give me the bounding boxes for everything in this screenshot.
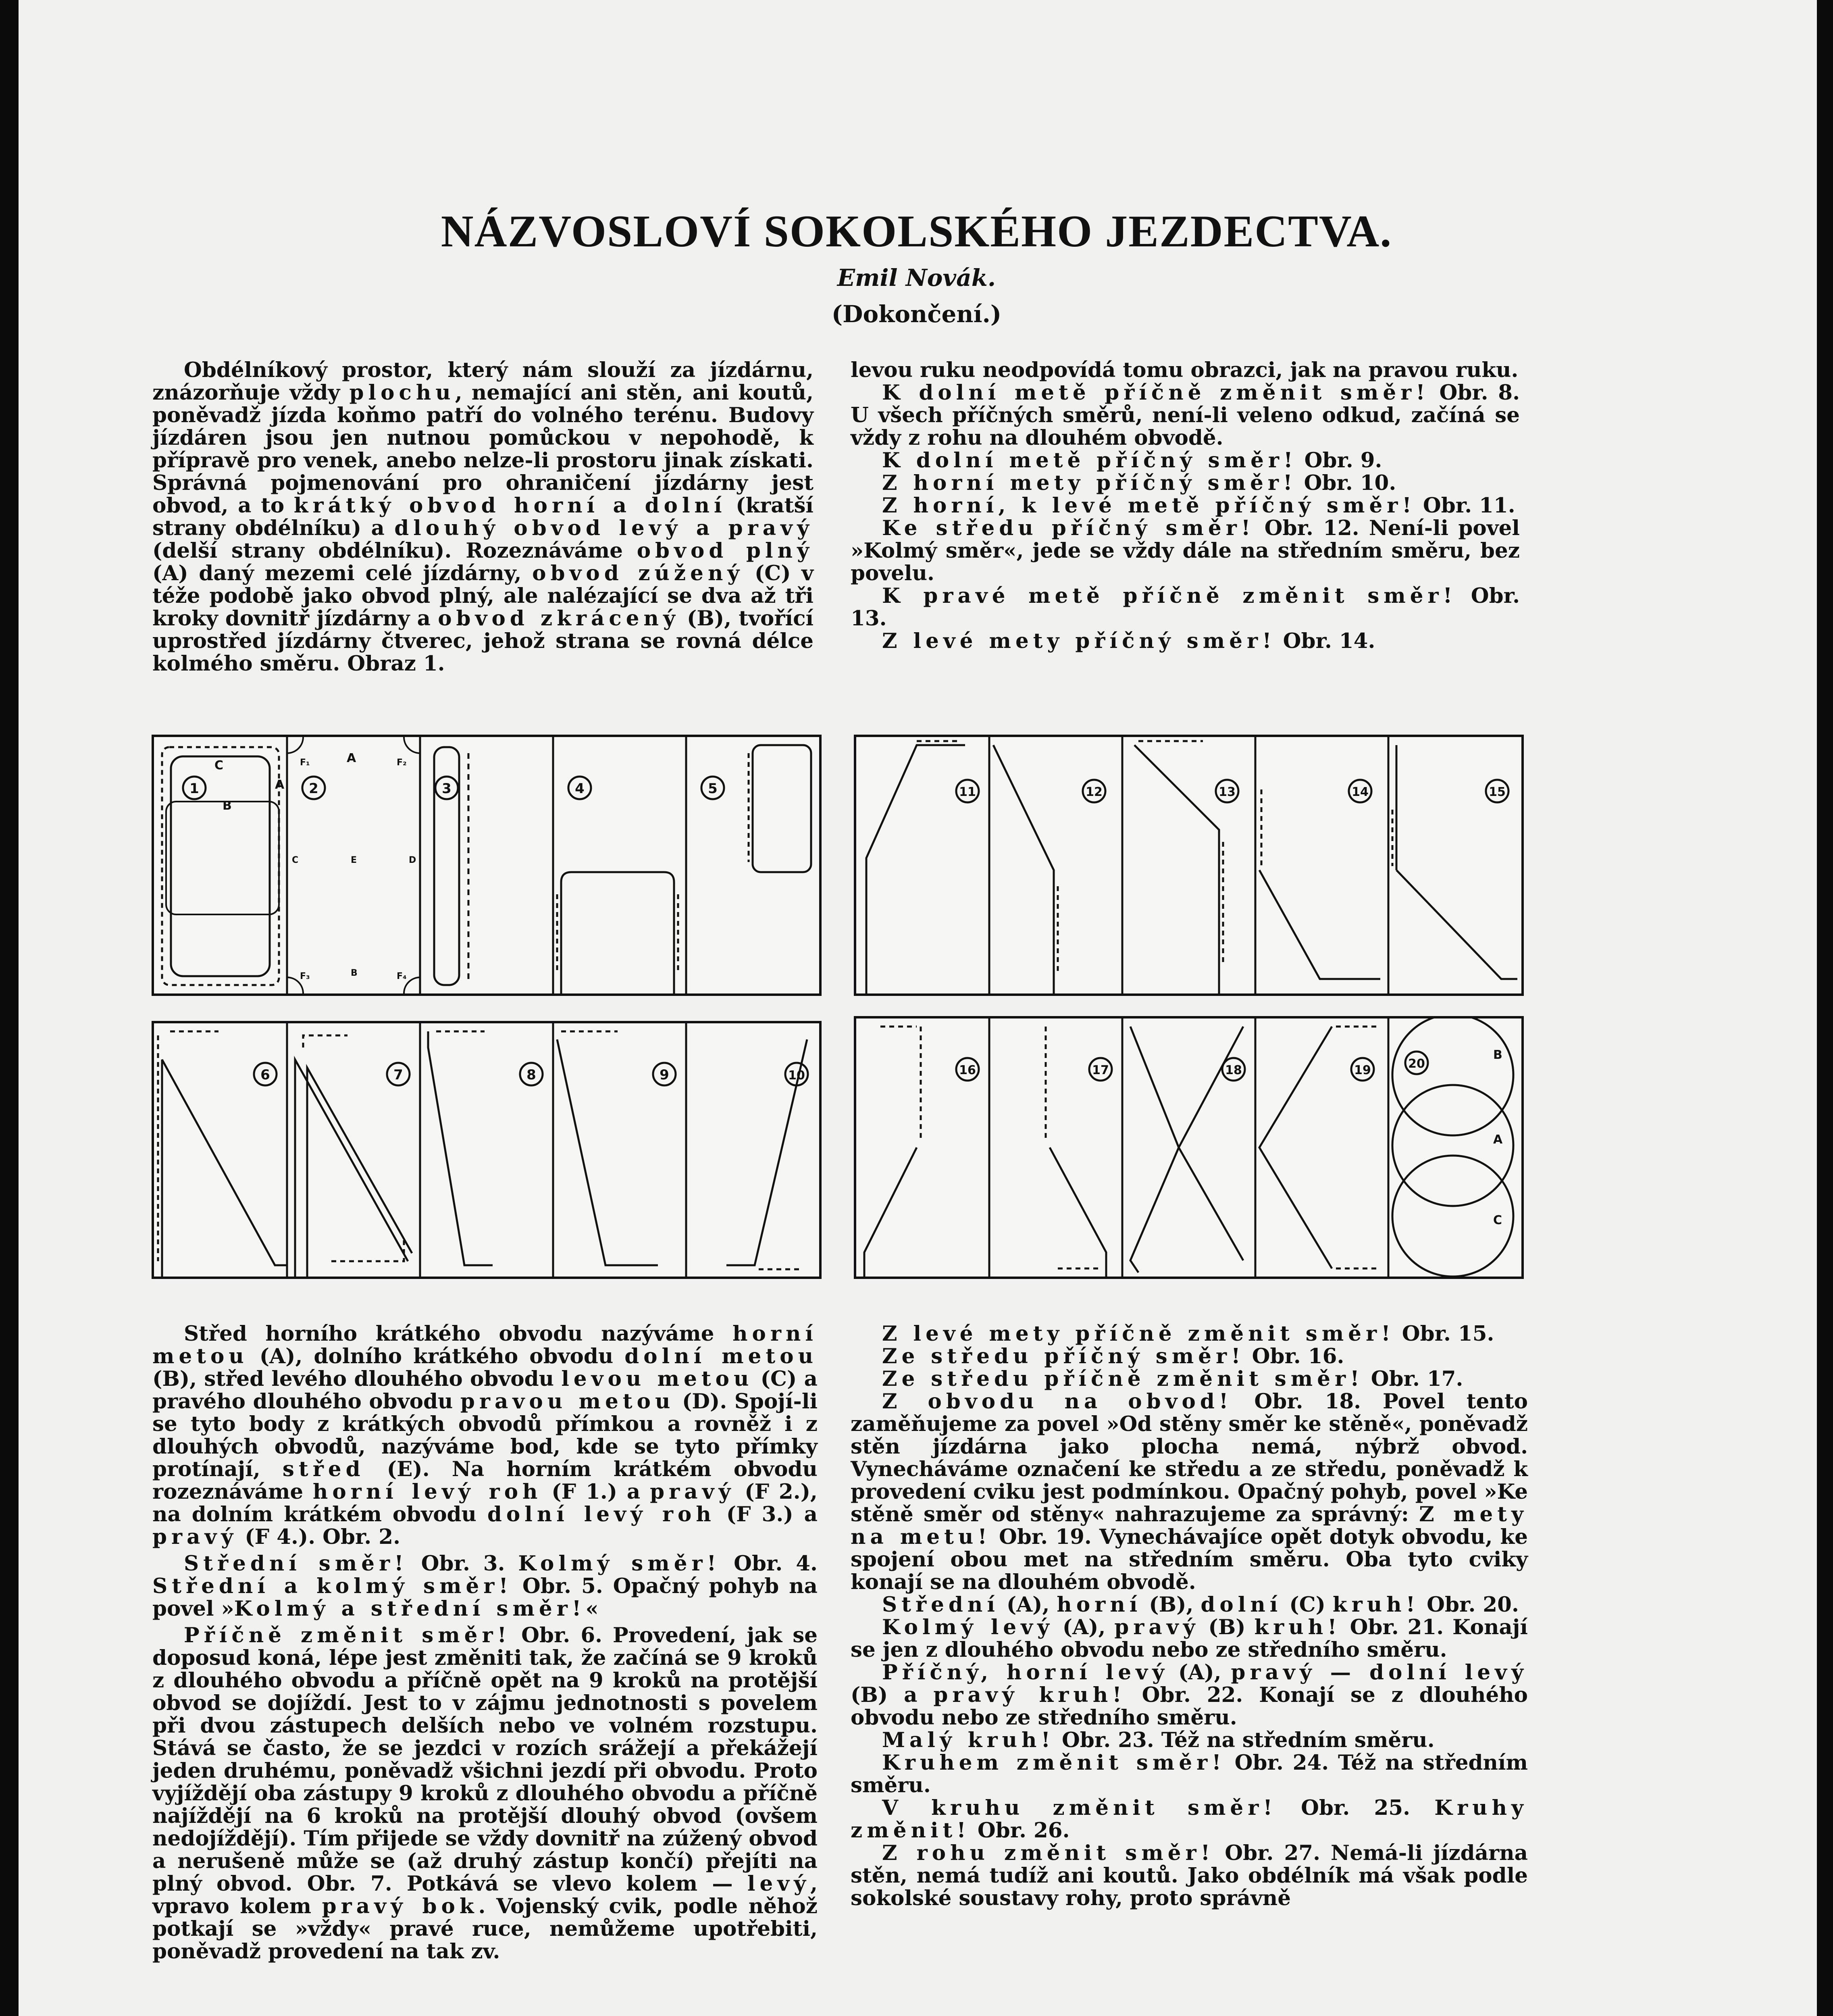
- fig2-label-a: A: [347, 751, 356, 765]
- command-text: Z levé mety příčně změnit směr!: [882, 1322, 1395, 1346]
- command-text: Z levé mety příčný směr!: [882, 629, 1276, 653]
- text-run: Obr. 8. U všech příčných směrů, není-li veleno odkud, začíná se vždy z rohu na dlouhém obvodě.: [851, 381, 1520, 450]
- command-text: K dolní metě příčný směr!: [882, 448, 1297, 473]
- text-run: (B): [1199, 1615, 1255, 1639]
- text-run: (C) v téže podobě jako obvod plný, ale nalézající se dva až tři kroky dovnitř jízdárny a: [152, 561, 814, 631]
- text-run: Obr. 14.: [1275, 629, 1375, 653]
- text-run: (B), střed levého dlouhého obvodu: [152, 1367, 562, 1391]
- text-run-spaced: pravou metou: [460, 1389, 675, 1414]
- text-run: Obr. 21. Konají se jen z dlouhého obvodu nebo ze středního směru.: [851, 1615, 1528, 1662]
- command-text: Z mety na metu!: [851, 1502, 1528, 1549]
- paragraph: [152, 1624, 818, 1963]
- figure-panel-11-15: [854, 735, 1524, 996]
- figure-number: 10: [788, 1068, 805, 1083]
- paragraph: [851, 449, 1520, 472]
- command-text: Příčně změnit směr!: [184, 1623, 511, 1647]
- paragraph: [851, 1322, 1528, 1345]
- figure-panel-16-20: [854, 1016, 1524, 1279]
- text-run: Obr. 19. Vynechávajíce opět dotyk obvodu, ke spojení obou met na středním směru. Oba tyto cviky konají se na dlouhém obvodě.: [851, 1525, 1528, 1594]
- fig13-path: [1134, 745, 1219, 993]
- fig2-corner: [404, 737, 420, 753]
- fig4-path: [561, 872, 674, 993]
- fig2-label-f2: F₂: [397, 758, 407, 768]
- figure-number: 20: [1408, 1057, 1425, 1071]
- command-text: pravý — dolní levý: [1231, 1660, 1528, 1685]
- command-text: K pravé metě příčně změnit směr!: [882, 584, 1457, 608]
- command-text: Střední a kolmý směr!: [152, 1574, 512, 1598]
- figure-panel-16-20-drawing: [856, 1018, 1521, 1277]
- text-run-spaced: obvod zúžený: [532, 561, 744, 585]
- figure-number: 1: [189, 781, 199, 797]
- command-text: pravý kruh!: [933, 1683, 1126, 1707]
- figure-panel-1-5: [152, 735, 822, 996]
- fig20-label-c: C: [1493, 1213, 1502, 1227]
- text-run-spaced: střed: [282, 1457, 365, 1481]
- figure-number: 17: [1092, 1063, 1109, 1077]
- figure-number: 19: [1354, 1063, 1371, 1077]
- text-run-spaced: horní metou: [152, 1322, 818, 1368]
- fig20-label-b: B: [1493, 1048, 1502, 1062]
- text-column-top-right: [851, 359, 1520, 652]
- text-run-spaced: pravý bok: [322, 1894, 479, 1918]
- paragraph: [851, 585, 1520, 630]
- command-text: horní: [1057, 1593, 1142, 1617]
- article-title: NÁZVOSLOVÍ SOKOLSKÉHO JEZDECTVA.: [441, 206, 1392, 256]
- paragraph: [851, 1593, 1528, 1616]
- paragraph: [851, 1368, 1528, 1390]
- figure-number: 5: [708, 781, 718, 797]
- text-run: Obr. 12. Není-li povel »Kolmý směr«, jede se vždy dále na středním směru, bez povelu.: [851, 516, 1520, 585]
- text-column-bottom-right: [851, 1322, 1528, 1910]
- text-run: Obr. 11.: [1415, 494, 1515, 518]
- text-run: Obr. 4.: [720, 1552, 818, 1576]
- command-text: Příčný, horní levý: [882, 1660, 1169, 1685]
- text-run: Obr. 16.: [1244, 1344, 1344, 1368]
- fig1-label-b: B: [223, 799, 232, 813]
- text-run: Obr. 15.: [1394, 1322, 1494, 1346]
- paragraph: [851, 1797, 1528, 1842]
- paragraph: [851, 1390, 1528, 1593]
- text-run: Obr. 13.: [851, 584, 1520, 631]
- figure-panel-6-10-drawing: [154, 1023, 819, 1277]
- command-text: Kolmý a střední směr!: [234, 1597, 586, 1621]
- command-text: Z rohu změnit směr!: [882, 1841, 1215, 1865]
- command-text: Z horní, k levé metě příčný směr!: [882, 494, 1416, 518]
- text-run: (A),: [999, 1593, 1057, 1617]
- text-run: (F 1.) a: [542, 1480, 650, 1504]
- command-text: Kolmý levý: [882, 1615, 1054, 1639]
- paragraph: [851, 1729, 1528, 1752]
- text-run-spaced: dolní levý roh: [487, 1502, 716, 1527]
- text-run: (F 4.). Obr. 2.: [237, 1525, 401, 1549]
- figure-number: 14: [1352, 785, 1369, 799]
- text-run-spaced: pravý: [152, 1525, 238, 1549]
- command-text: Ze středu příčně změnit směr!: [882, 1367, 1364, 1391]
- text-run: Obr. 20.: [1419, 1593, 1519, 1617]
- fig2-label-b: B: [351, 968, 358, 978]
- figure-number: 8: [526, 1067, 536, 1083]
- text-run: Střed horního krátkého obvodu nazýváme: [184, 1322, 733, 1346]
- text-run: (F 2.), na dolním krátkém obvodu: [152, 1480, 818, 1527]
- text-run: (D). Spojí-li se tyto body z krátkých obvodů přímkou a rovněž i z dlouhých obvodů, nazýváme bod, kde se tyto přímky protínají,: [152, 1389, 818, 1481]
- figure-number: 11: [959, 785, 976, 799]
- text-run: Obr. 22. Konají se z dlouhého obvodu nebo ze středního směru.: [851, 1683, 1528, 1730]
- command-text: kruh!: [1332, 1593, 1420, 1617]
- figure-number: 3: [442, 781, 451, 797]
- text-run: (delší strany obdélníku). Rozeznáváme: [152, 539, 637, 563]
- paragraph: [851, 381, 1520, 449]
- text-column-top-left: [152, 359, 814, 675]
- fig5-path: [753, 745, 811, 872]
- fig2-label-c: C: [292, 855, 299, 865]
- command-text: V kruhu změnit směr!: [882, 1796, 1277, 1820]
- text-column-bottom-left: [152, 1322, 818, 1963]
- command-text: kruh!: [1254, 1615, 1341, 1639]
- command-text: dolní: [1201, 1593, 1282, 1617]
- command-text: Ke středu příčný směr!: [882, 516, 1255, 540]
- text-run-spaced: obvod zkrácený: [438, 606, 680, 631]
- text-run: (B), tvořící uprostřed jízdárny čtverec, jehož strana se rovná délce kolmého směru. Obraz 1.: [152, 606, 814, 676]
- paragraph: [152, 1552, 818, 1620]
- paragraph: [851, 630, 1520, 652]
- fig2-corner: [287, 737, 303, 753]
- command-text: Kruhem změnit směr!: [882, 1751, 1225, 1775]
- article-subtitle: (Dokončení.): [831, 300, 1002, 328]
- paragraph: [851, 1345, 1528, 1368]
- text-run: Obr. 25.: [1276, 1796, 1435, 1820]
- fig14-path: [1259, 870, 1380, 979]
- command-text: K dolní metě příčně změnit směr!: [882, 381, 1429, 405]
- figure-number: 7: [393, 1067, 403, 1083]
- paragraph: [851, 517, 1520, 585]
- text-run: (A) daný mezemi celé jízdárny,: [152, 561, 533, 585]
- fig20-circle-b: [1392, 1018, 1513, 1135]
- text-run: Obr. 10.: [1296, 471, 1396, 495]
- figure-number: 4: [575, 781, 585, 797]
- fig1-obvod-plny: [162, 747, 279, 985]
- text-run: (E). Na horním krátkém obvodu rozeznáváme: [152, 1457, 818, 1504]
- paragraph: [152, 1322, 818, 1548]
- command-text: Střední směr!: [184, 1552, 408, 1576]
- text-run-spaced: levou metou: [561, 1367, 753, 1391]
- command-text: Střední: [882, 1593, 999, 1617]
- text-run-spaced: horní levý roh: [312, 1480, 542, 1504]
- text-run: Obr. 17.: [1363, 1367, 1463, 1391]
- text-run-spaced: levý: [747, 1872, 811, 1896]
- text-run-spaced: plochu: [349, 381, 455, 405]
- figure-number: 2: [309, 781, 318, 797]
- paragraph: [851, 472, 1520, 494]
- fig1-label-c: C: [214, 758, 224, 773]
- figure-number: 18: [1225, 1063, 1242, 1077]
- command-text: Kruhy změnit!: [851, 1796, 1528, 1843]
- text-run-spaced: pravý: [650, 1480, 735, 1504]
- fig2-label-f3: F₃: [300, 971, 310, 981]
- text-run: Obr. 5. Opačný pohyb na povel »: [152, 1574, 818, 1621]
- figure-number: 13: [1219, 785, 1236, 799]
- figure-number: 16: [959, 1063, 976, 1077]
- fig2-label-f1: F₁: [300, 758, 310, 768]
- text-run: (C): [1282, 1593, 1333, 1617]
- fig1-obvod-zkraceny: [166, 802, 279, 914]
- text-run: Obr. 27. Nemá-li jízdárna stěn, nemá tudíž ani koutů. Jako obdélník má však podle sokolské soustavy rohy, proto správně: [851, 1841, 1528, 1910]
- text-run: (B),: [1142, 1593, 1201, 1617]
- text-run: Obr. 26.: [970, 1818, 1070, 1843]
- text-run: Obdélníkový prostor, který nám slouží za jízdárnu, znázorňuje vždy: [152, 358, 814, 405]
- text-run-spaced: dlouhý obvod levý a pravý: [394, 516, 814, 540]
- text-run: (kratší strany obdélníku) a: [152, 494, 814, 540]
- article-author: Emil Novák.: [837, 264, 996, 292]
- text-run: Obr. 23. Též na středním směru.: [1055, 1728, 1435, 1752]
- paragraph: [851, 1661, 1528, 1729]
- command-text: Ze středu příčný směr!: [882, 1344, 1245, 1368]
- text-run: . Vojenský cvik, podle něhož potkají se »vždy« pravé ruce, nemůžeme upotřebiti, poněvadž provedení na tak zv.: [152, 1894, 818, 1964]
- command-text: Z horní mety příčný směr!: [882, 471, 1297, 495]
- text-run-spaced: obvod plný: [637, 539, 814, 563]
- text-run: , vpravo kolem: [152, 1872, 818, 1918]
- command-text: Kolmý směr!: [518, 1552, 721, 1576]
- paragraph: [851, 494, 1520, 517]
- text-run: , nemající ani stěn, ani koutů, poněvadž jízda koňmo patří do volného terénu. Budovy jízdáren jsou jen nutnou pomůckou v nepohodě, k přípravě pro venek, anebo nelze-li prostoru jinak získati. Správná pojmenování pro ohraničení jízdárny jest obvod, a to: [152, 381, 814, 518]
- fig1-label-a: A: [275, 778, 285, 792]
- command-text: pravý: [1114, 1615, 1200, 1639]
- figure-number: 9: [660, 1067, 669, 1083]
- text-run: Obr. 3.: [408, 1552, 518, 1576]
- figure-number: 12: [1086, 785, 1103, 799]
- text-run: (C) a pravého dlouhého obvodu: [152, 1367, 818, 1414]
- figure-panel-1-5-drawing: [154, 737, 819, 993]
- fig1-obvod-zuzeny: [171, 756, 270, 976]
- fig12-path: [993, 745, 1054, 993]
- figure-number: 15: [1489, 785, 1506, 799]
- text-run: «: [585, 1597, 599, 1621]
- figure-number: 6: [260, 1067, 270, 1083]
- text-run: (A), dolního krátkého obvodu: [248, 1344, 625, 1368]
- paragraph: [851, 1616, 1528, 1661]
- figure-panel-11-15-drawing: [856, 737, 1521, 993]
- text-run: Obr. 18. Povel tento zaměňujeme za povel »Od stěny směr ke stěně«, poněvadž stěn jízdárna jako plocha nemá, nýbrž obvod. Vynecháváme označení ke středu a ze středu, poněvadž k provedení cviku jest podmínkou. Opačný pohyb, povel »Ke stěně směr od stěny« nahrazujeme za správný:: [851, 1389, 1528, 1527]
- text-run: Obr. 6. Provedení, jak se doposud koná, lépe jest změniti tak, že začíná se 9 kroků z dlouhého obvodu a příčně opět na 9 kroků na protější obvod se dojíždí. Jest to v zájmu jednotnosti s povelem při dvou zástupech delších nebo ve volném rozstupu. Stává se často, že se jezdci v rozích srážejí a překážejí jeden druhému, poněvadž všichni jezdí při obvodu. Proto vyjíždějí oba zástupy 9 kroků z dlouhého obvodu a příčně najíždějí na 6 kroků na protější dlouhý obvod (ovšem nedojíždějí). Tím přijede se vždy dovnitř na zúžený obvod a nerušeně může se (až druhý zástup končí) přejíti na plný obvod. Obr. 7. Potkává se vlevo kolem —: [152, 1623, 818, 1896]
- text-run: Obr. 24. Též na středním směru.: [851, 1751, 1528, 1797]
- text-run: (A),: [1053, 1615, 1115, 1639]
- command-text: Z obvodu na obvod!: [882, 1389, 1233, 1414]
- fig2-label-e: E: [351, 855, 357, 865]
- paragraph: [851, 1842, 1528, 1910]
- text-run: (B) a: [851, 1683, 934, 1707]
- paragraph: [851, 1752, 1528, 1797]
- text-run-spaced: krátký obvod horní a dolní: [293, 494, 726, 518]
- fig2-label-d: D: [409, 855, 416, 865]
- text-run: (A),: [1169, 1660, 1231, 1685]
- figure-panel-6-10: [152, 1021, 822, 1279]
- fig11-path: [866, 745, 965, 993]
- command-text: Malý kruh!: [882, 1728, 1055, 1752]
- paragraph: levou ruku neodpovídá tomu obrazci, jak na pravou ruku.: [851, 358, 1519, 382]
- text-run: Obr. 9.: [1297, 448, 1382, 473]
- fig2-label-f4: F₄: [397, 971, 407, 981]
- text-run-spaced: dolní metou: [624, 1344, 818, 1368]
- fig20-label-a: A: [1493, 1133, 1503, 1147]
- paragraph: [152, 359, 814, 675]
- text-run: (F 3.) a: [715, 1502, 818, 1527]
